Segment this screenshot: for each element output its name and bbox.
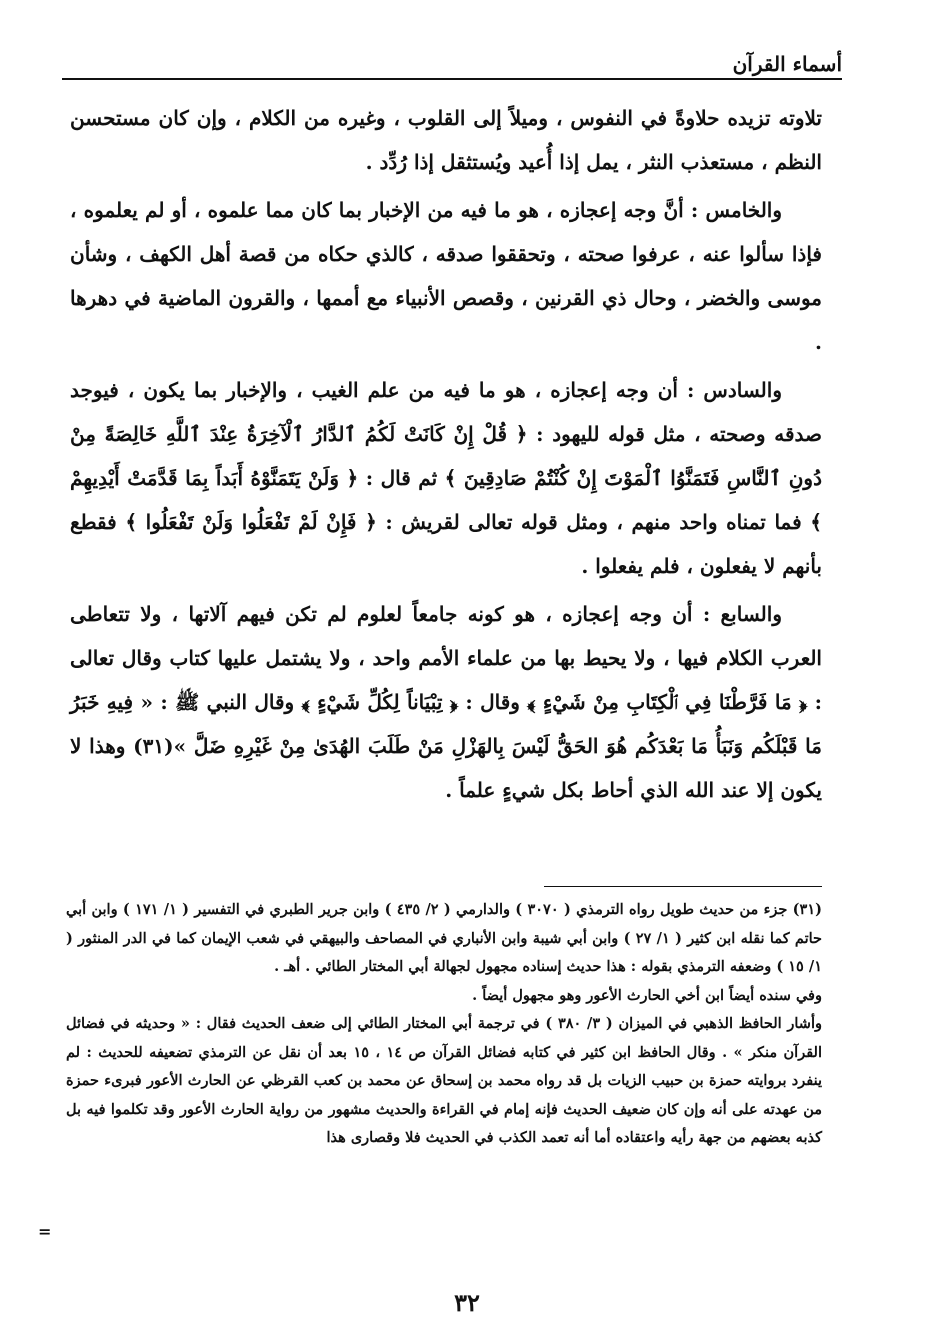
footnote-line: وأشار الحافظ الذهبي في الميزان ( ٣/ ٣٨٠ ) في ترجمة أبي المختار الطائي إلى ضعف الحديث فقال : « وحديثه في فضائل القرآن منكر » . وقال الحافظ ابن كثير في كتابه فضائل القرآن ص ١٤ ، ١٥ بعد أن نقل عن الترمذي تضعيفه للحديث : لم ينفرد بروايته حمزة بن حبيب الزيات بل قد رواه محمد بن إسحاق عن محمد بن كعب القرظي عن الحارث الأعور فبرىء حمزة من عهدته على أنه وإن كان ضعيف الحديث فإنه إمام في القراءة والحديث مشهور من رواية الحارث الأعور وقد تكلموا فيه بل كذبه بعضهم من جهة رأيه واعتقاده أما أنه تعمد الكذب في الحديث فلا وقصارى هذا [66, 1015, 822, 1146]
paragraph: تلاوته تزيده حلاوةً في النفوس ، وميلاً إلى القلوب ، وغيره من الكلام ، وإن كان مستحسن النظم ، مستعذب النثر ، يمل إذا أُعيد ويُستثقل إذا رُدِّد . [70, 106, 822, 174]
paragraph: والسادس : أن وجه إعجازه ، هو ما فيه من علم الغيب ، والإخبار بما يكون ، فيوجد صدقه وصحته ، مثل قوله لليهود : ﴿ قُلْ إِنْ كَانَتْ لَكُمُ ٱلدَّارُ ٱلْآخِرَةُ عِنْدَ ٱللَّهِ خَالِصَةً مِنْ دُونِ ٱلنَّاسِ فَتَمَنَّوُا ٱلْمَوْتَ إِنْ كُنْتُمْ صَادِقِينَ ﴾ ثم قال : ﴿ وَلَنْ يَتَمَنَّوْهُ أَبَداً بِمَا قَدَّمَتْ أَيْدِيهِمْ ﴾ فما تمناه واحد منهم ، ومثل قوله تعالى لقريش : ﴿ فَإِنْ لَمْ تَفْعَلُوا وَلَنْ تَفْعَلُوا ﴾ فقطع بأنهم لا يفعلون ، فلم يفعلوا . [70, 378, 822, 578]
footnote-line: وفي سنده أيضاً ابن أخي الحارث الأعور وهو مجهول أيضاً . [472, 986, 822, 1004]
continuation-mark: = [38, 1222, 50, 1241]
running-header [62, 50, 842, 80]
footnotes [66, 896, 822, 1153]
paragraph: والخامس : أنَّ وجه إعجازه ، هو ما فيه من الإخبار بما كان مما علموه ، أو لم يعلموه ، فإذا سألوا عنه ، عرفوا صحته ، وتحققوا صدقه ، كالذي حكاه من قصة أهل الكهف ، وشأن موسى والخضر ، وحال ذي القرنين ، وقصص الأنبياء مع أممها ، والقرون الماضية في دهرها . [70, 198, 822, 354]
footnote-line: (٣١) جزء من حديث طويل رواه الترمذي ( ٣٠٧٠ ) والدارمي ( ٢/ ٤٣٥ ) وابن جرير الطبري في التفسير ( ١/ ١٧١ ) وابن أبي حاتم كما نقله ابن كثير ( ١/ ٢٧ ) وابن أبي شيبة وابن الأنباري في المصاحف والبيهقي في شعب الإيمان كما في الدر المنثور ( ١/ ١٥ ) وضعفه الترمذي بقوله : هذا حديث إسناده مجهول لجهالة أبي المختار الطائي . أهـ . [66, 901, 822, 975]
paragraph: والسابع : أن وجه إعجازه ، هو كونه جامعاً لعلوم لم تكن فيهم آلاتها ، ولا تتعاطى العرب الكلام فيها ، ولا يحيط بها من علماء الأمم واحد ، ولا يشتمل عليها كتاب وقال تعالى : ﴿ مَا فَرَّطْنَا فِي ٱلْكِتَابِ مِنْ شَيْءٍ ﴾ وقال : ﴿ تِبْيَاناً لِكُلِّ شَيْءٍ ﴾ وقال النبي ﷺ : « فِيهِ خَبَرُ مَا قَبْلَكُم وَنَبَأُ مَا بَعْدَكُم هُوَ الحَقُّ لَيْسَ بِالهَزْلِ مَنْ طَلَبَ الهُدَىٰ مِنْ غَيْرِهِ ضَلَّ »(٣١) وهذا لا يكون إلا عند الله الذي أحاط بكل شيءٍ علماً . [70, 602, 822, 802]
chapter-title: أسماء القرآن [732, 52, 842, 76]
footnote-separator [544, 886, 822, 887]
page-number: ٣٢ [454, 1288, 480, 1317]
main-text [70, 96, 822, 816]
